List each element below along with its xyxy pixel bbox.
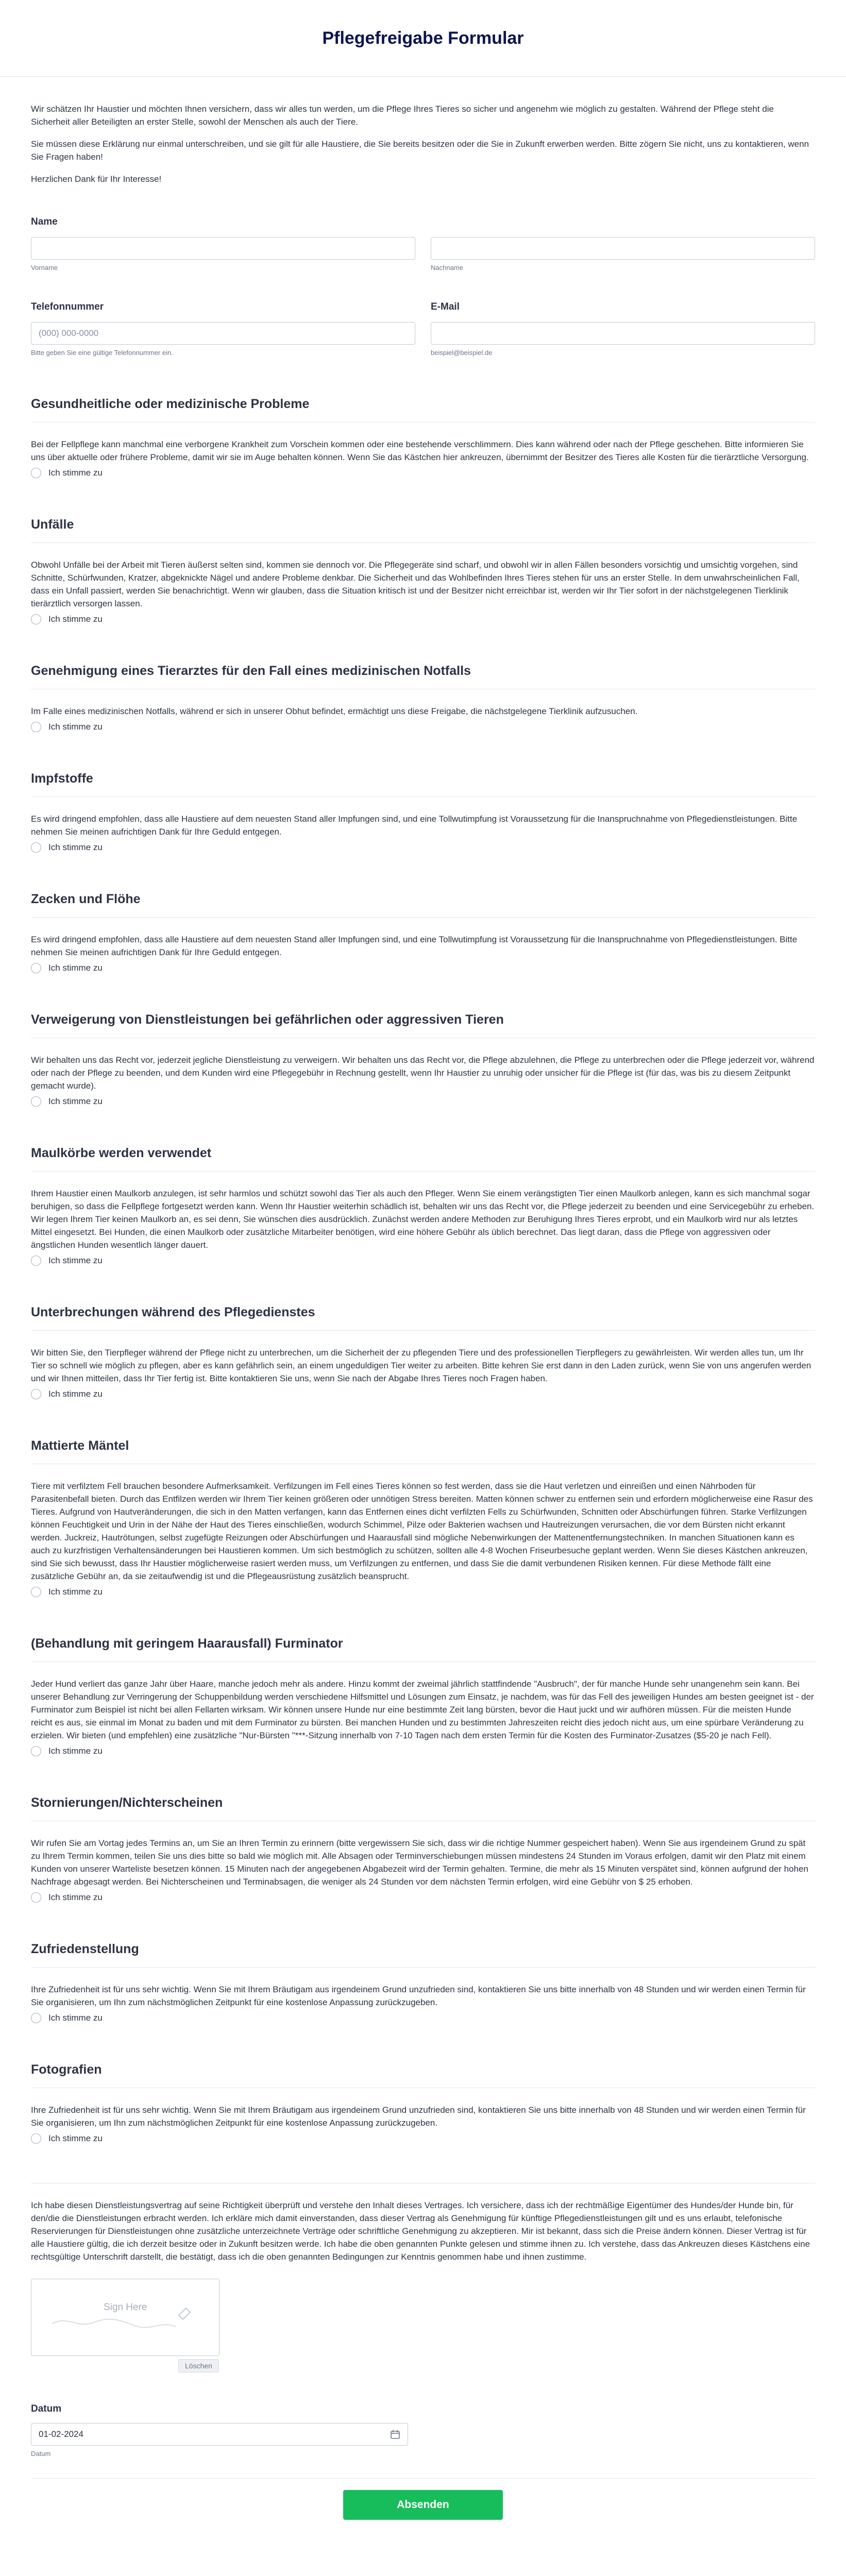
section-title: Zecken und Flöhe bbox=[31, 892, 141, 906]
agree-radio[interactable] bbox=[31, 614, 41, 624]
agree-label: Ich stimme zu bbox=[48, 842, 103, 852]
section-text: Jeder Hund verliert das ganze Jahr über Haare, manche jedoch mehr als andere. Hinzu kommt der zweimal jährlich stattfindende "Ausbruch", der für manche Hunde sehr unangenehm sein kann. Bei unserer Behandlung zur Verringerung der Schuppenbildung werden verschiedene Hilfsmittel und Lösungen zum Einsatz, je nachdem, was für das Fell des jeweiligen Hundes am besten geeignet ist - der Furminator zum Beispiel ist nicht bei allen Fellarten wirksam. Wir können unsere Hunde nur eine bestimmte Zeit lang bürsten, bevor die Haut juckt und wir aufhören müssen. Für die meisten Hunde reicht es aus, sie einmal im Monat zu baden und mit dem Furminator zu bürsten. Bei manchen Hunden und zu bestimmten Jahreszeiten reicht dies jedoch nicht aus, um eine spürbare Veränderung zu erzielen. Wir bieten (und empfehlen) eine zusätzliche "Nur-Bürsten "***-Sitzung innerhalb von 7-10 Tagen nach dem ersten Termin für die Kosten des Furminator-Zusatzes ($5-20 je nach Fell). bbox=[31, 1679, 814, 1740]
terms-section bbox=[31, 1795, 815, 1903]
section-text: Wir rufen Sie am Vortag jedes Termins an, um Sie an Ihren Termin zu erinnern (bitte vergewissern Sie sich, dass wir die richtige Nummer gespeichert haben). Wenn Sie aus irgendeinem Grund zu spät zu Ihrem Termin kommen, teilen Sie uns dies bitte so bald wie möglich mit. Alle Absagen oder Terminverschiebungen müssen mindestens 24 Stunden im Voraus erfolgen, damit wir den Platz mit einem Kunden von unserer Warteliste besetzen können. 15 Minuten nach der angegebenen Abgabezeit wird der Termin gehalten. Termine, die mehr als 15 Minuten verspätet sind, können aufgrund der hohen Nachfrage abgesagt werden. Bei Nichterscheinen und Terminabsagen, die weniger als 24 Stunden vor dem nächsten Termin erfolgen, wird eine Gebühr von $ 25 erhoben. bbox=[31, 1838, 808, 1887]
contact-block bbox=[31, 301, 815, 357]
terms-section bbox=[31, 892, 815, 973]
email-input[interactable] bbox=[431, 322, 815, 345]
email-label: E-Mail bbox=[431, 301, 460, 312]
name-block bbox=[31, 216, 815, 272]
divider bbox=[31, 2478, 815, 2479]
agree-label: Ich stimme zu bbox=[48, 722, 103, 732]
section-text: Ihre Zufriedenheit ist für uns sehr wichtig. Wenn Sie mit Ihrem Bräutigam aus irgendeinem Grund unzufrieden sind, kontaktieren Sie uns bitte innerhalb von 48 Stunden und wir werden einen Termin für Sie organisieren, um Ihn zum nächstmöglichen Zeitpunkt für eine kostenlose Anpassung zurückzugeben. bbox=[31, 2105, 806, 2128]
terms-section bbox=[31, 2062, 815, 2144]
signature-pad[interactable] bbox=[31, 2279, 219, 2356]
agree-checkbox[interactable] bbox=[31, 1096, 815, 1107]
agree-radio[interactable] bbox=[31, 1746, 41, 1756]
agree-checkbox[interactable] bbox=[31, 1389, 815, 1399]
section-text: Im Falle eines medizinischen Notfalls, während er sich in unserer Obhut befindet, ermächtigt uns diese Freigabe, die nächstgelegene Tierklinik aufzusuchen. bbox=[31, 706, 638, 716]
terms-section bbox=[31, 397, 815, 478]
section-title: Mattierte Mäntel bbox=[31, 1438, 129, 1453]
agree-checkbox[interactable] bbox=[31, 1587, 815, 1597]
terms-section bbox=[31, 1305, 815, 1399]
agree-radio[interactable] bbox=[31, 1389, 41, 1399]
section-title: Fotografien bbox=[31, 2062, 102, 2077]
intro-thanks: Herzlichen Dank für Ihr Interesse! bbox=[31, 174, 162, 184]
agree-label: Ich stimme zu bbox=[48, 614, 103, 624]
section-title: (Behandlung mit geringem Haarausfall) Furminator bbox=[31, 1636, 343, 1651]
agree-label: Ich stimme zu bbox=[48, 1892, 103, 1902]
agree-label: Ich stimme zu bbox=[48, 1389, 103, 1399]
agree-label: Ich stimme zu bbox=[48, 2013, 103, 2023]
agree-label: Ich stimme zu bbox=[48, 1096, 103, 1106]
agree-label: Ich stimme zu bbox=[48, 2133, 103, 2143]
last-name-sublabel: Nachname bbox=[431, 264, 463, 272]
intro bbox=[31, 103, 815, 185]
agree-radio[interactable] bbox=[31, 722, 41, 732]
terms-section bbox=[31, 664, 815, 732]
divider bbox=[31, 1967, 815, 1968]
terms-section bbox=[31, 1636, 815, 1756]
section-text: Tiere mit verfilztem Fell brauchen besondere Aufmerksamkeit. Verfilzungen im Fell eines Tieres können so fest werden, dass sie die Haut verletzen und einreißen und einen Nährboden für Parasitenbefall bieten. Durch das Entfilzen werden wir Ihrem Tier keinen größeren oder unnötigen Stress bereiten. Matten können schwer zu entfernen sein und erfordern möglicherweise eine Rasur des Tieres. Aufgrund von Hautveränderungen, die sich in den Matten verfangen, kann das Entfernen eines dicht verfilzten Fells zu Schürfwunden, Schnitten oder Abschürfungen führen. Starke Verfilzungen können Feuchtigkeit und Urin in der Nähe der Haut des Tieres einschließen, wodurch Schimmel, Pilze oder Bakterien wachsen und Hautreizungen verursachen, die vor dem Bürsten nicht erkannt werden. Juckreiz, Hautrötungen, selbst zugefügte Reizungen oder Abschürfungen und Haarausfall sind mögliche Nebenwirkungen der Mattenentfernungstechniken. In manchen Situationen kann es auch zu kurzfristigen Verhaltensänderungen bei Haustieren kommen. Um sich bestmöglich zu schützen, sollten alle 4-8 Wochen Friseurbesuche geplant werden. Wenn Sie dieses Kästchen ankreuzen, sind Sie sich bewusst, dass Ihr Haustier möglicherweise rasiert werden muss, um Verfilzungen zu entfernen, und dass Sie die damit verbundenen Risiken kennen. Für diese Methode fällt eine zusätzliche Gebühr an, da sie zeitaufwendig ist und die Pflegeausrüstung zusätzlich beansprucht. bbox=[31, 1481, 813, 1581]
divider bbox=[31, 1171, 815, 1172]
terms-section bbox=[31, 771, 815, 853]
last-name-input[interactable] bbox=[431, 237, 815, 260]
final-agreement bbox=[31, 2199, 815, 2372]
section-text: Ihrem Haustier einen Maulkorb anzulegen, ist sehr harmlos und schützt sowohl das Tier als auch den Pfleger. Wenn Sie einem verängstigten Tier einen Maulkorb anlegen, kann es sich manchmal sogar beruhigen, so dass die Fellpflege fortgesetzt werden kann. Wenn Ihr Haustier weiterhin schädlich ist, behalten wir uns das Recht vor, die Pflege jederzeit zu beenden und eine Servicegebühr zu erheben. Wir legen Ihrem Tier keinen Maulkorb an, es sei denn, Sie wünschen dies ausdrücklich. Zunächst werden andere Methoden zur Beruhigung Ihres Tieres erprobt, und ein Maulkorb wird nur als letztes Mittel eingesetzt. Bei Hunden, die einen Maulkorb oder zusätzliche Mitarbeiter benötigen, wird eine höhere Gebühr als üblich berechnet. Das liegt daran, dass die Pflege von aggressiven oder ängstlichen Hunden wesentlich länger dauert. bbox=[31, 1189, 815, 1250]
clear-signature-button[interactable]: Löschen bbox=[178, 2359, 219, 2372]
agree-checkbox[interactable] bbox=[31, 963, 815, 973]
agree-radio[interactable] bbox=[31, 1892, 41, 1903]
agree-label: Ich stimme zu bbox=[48, 1587, 103, 1597]
date-label: Datum bbox=[31, 2403, 62, 2414]
terms-section bbox=[31, 1146, 815, 1266]
terms-section bbox=[31, 1438, 815, 1597]
agree-radio[interactable] bbox=[31, 842, 41, 853]
phone-label: Telefonnummer bbox=[31, 301, 104, 312]
divider bbox=[31, 1330, 815, 1331]
agree-checkbox[interactable] bbox=[31, 468, 815, 478]
agree-radio[interactable] bbox=[31, 1587, 41, 1597]
signature-placeholder-icon bbox=[31, 2279, 220, 2357]
agree-checkbox[interactable] bbox=[31, 1746, 815, 1756]
agree-label: Ich stimme zu bbox=[48, 468, 103, 478]
agree-radio[interactable] bbox=[31, 1096, 41, 1107]
phone-input[interactable]: (000) 000-0000 bbox=[31, 322, 415, 345]
section-title: Gesundheitliche oder medizinische Probleme bbox=[31, 397, 310, 411]
section-title: Unterbrechungen während des Pflegedienstes bbox=[31, 1305, 315, 1319]
agree-checkbox[interactable] bbox=[31, 1256, 815, 1266]
agree-checkbox[interactable] bbox=[31, 842, 815, 853]
form-body bbox=[26, 103, 820, 2520]
agree-checkbox[interactable] bbox=[31, 614, 815, 624]
agree-radio[interactable] bbox=[31, 468, 41, 478]
date-input[interactable] bbox=[31, 2423, 408, 2446]
form-header bbox=[0, 0, 846, 77]
section-title: Verweigerung von Dienstleistungen bei gefährlichen oder aggressiven Tieren bbox=[31, 1012, 504, 1027]
terms-section bbox=[31, 517, 815, 624]
agree-radio[interactable] bbox=[31, 963, 41, 973]
first-name-sublabel: Vorname bbox=[31, 264, 58, 272]
agree-label: Ich stimme zu bbox=[48, 1746, 103, 1756]
section-text: Ihre Zufriedenheit ist für uns sehr wichtig. Wenn Sie mit Ihrem Bräutigam aus irgendeinem Grund unzufrieden sind, kontaktieren Sie uns bitte innerhalb von 48 Stunden und wir werden einen Termin für Sie organisieren, um Ihn zum nächstmöglichen Zeitpunkt für eine kostenlose Anpassung zurückzugeben. bbox=[31, 1985, 806, 2007]
agree-checkbox[interactable] bbox=[31, 722, 815, 732]
section-title: Impfstoffe bbox=[31, 771, 93, 786]
section-text: Es wird dringend empfohlen, dass alle Haustiere auf dem neuesten Stand aller Impfungen sind, und eine Tollwutimpfung ist Voraussetzung für die Inanspruchnahme von Pflegedienstleistungen. Bitte nehmen Sie meinen aufrichtigen Dank für Ihre Geduld entgegen. bbox=[31, 814, 798, 837]
date-sublabel: Datum bbox=[31, 2450, 51, 2458]
final-agreement-text: Ich habe diesen Dienstleistungsvertrag auf seine Richtigkeit überprüft und verstehe den Inhalt dieses Vertrages. Ich versichere, dass ich der rechtmäßige Eigentümer des Hundes/der Hunde bin, für den/die die Dienstleistungen erbracht werden. Ich erkläre mich damit einverstanden, dass dieser Vertrag als Genehmigung für künftige Pflegedienstleistungen gilt und es uns erlaubt, telefonische Reservierungen für Dienstleistungen ohne zusätzliche unterzeichnete Verträge oder schriftliche Genehmigung zu akzeptieren. Mir ist bekannt, dass sich die Preise ändern können. Dieser Vertrag ist für alle Haustiere gültig, die ich derzeit besitze oder in Zukunft besitzen werde. Ich habe die oben genannten Punkte gelesen und stimme ihnen zu. Ich verstehe, dass das Ankreuzen dieses Kästchens eine rechtsgültige Unterschrift darstellt, die bestätigt, dass ich die oben genannten Bedingungen zur Kenntnis genommen habe und ihnen zustimme. bbox=[31, 2200, 810, 2262]
page-title: Pflegefreigabe Formular bbox=[322, 28, 524, 48]
section-text: Wir behalten uns das Recht vor, jederzeit jegliche Dienstleistung zu verweigern. Wir behalten uns das Recht vor, die Pflege abzulehnen, die Pflege zu unterbrechen oder die Pflege jederzeit vor, während oder nach der Pflege zu beenden, und dem Kunden wird eine Pflegegebühr in Rechnung gestellt, wenn Ihr Haustier zu unruhig oder unsicher für die Pflege ist (für das, was bis zu diesem Zeitpunkt gemacht wurde). bbox=[31, 1055, 815, 1091]
terms-section bbox=[31, 1942, 815, 2023]
date-block bbox=[31, 2403, 815, 2458]
agree-radio[interactable] bbox=[31, 2013, 41, 2023]
terms-section bbox=[31, 1012, 815, 1107]
calendar-icon[interactable] bbox=[390, 2429, 400, 2439]
intro-paragraph: Sie müssen diese Erklärung nur einmal unterschreiben, und sie gilt für alle Haustiere, die Sie bereits besitzen oder die Sie in Zukunft erwerben werden. Bitte zögern Sie nicht, uns zu kontaktieren, wenn Sie Fragen haben! bbox=[31, 139, 809, 162]
section-title: Unfälle bbox=[31, 517, 74, 532]
sign-here-hint: Sign Here bbox=[104, 2302, 147, 2313]
section-text: Obwohl Unfälle bei der Arbeit mit Tieren äußerst selten sind, kommen sie dennoch vor. Die Pflegegeräte sind scharf, und obwohl wir in allen Fällen besonders vorsichtig und umsichtig vorgehen, sind Schnitte, Schürfwunden, Kratzer, abgeknickte Nägel und andere Probleme denkbar. Die Sicherheit und das Wohlbefinden Ihres Tieres stehen für uns an erster Stelle. In dem unwahrscheinlichen Fall, dass ein Unfall passiert, werden Sie benachrichtigt. Wenn wir glauben, dass die Situation kritisch ist und der Besitzer nicht erreichbar ist, werden wir Ihr Tier sofort in der nächstgelegenen Tierklinik tierärztlich versorgen lassen. bbox=[31, 560, 800, 608]
divider bbox=[31, 917, 815, 918]
submit-button[interactable]: Absenden bbox=[343, 2490, 503, 2520]
section-text: Es wird dringend empfohlen, dass alle Haustiere auf dem neuesten Stand aller Impfungen sind, und eine Tollwutimpfung ist Voraussetzung für die Inanspruchnahme von Pflegedienstleistungen. Bitte nehmen Sie meinen aufrichtigen Dank für Ihre Geduld entgegen. bbox=[31, 935, 798, 957]
section-title: Maulkörbe werden verwendet bbox=[31, 1146, 212, 1160]
agree-checkbox[interactable] bbox=[31, 2013, 815, 2023]
phone-sublabel: Bitte geben Sie eine gültige Telefonnummer ein. bbox=[31, 349, 173, 357]
section-title: Zufriedenstellung bbox=[31, 1942, 139, 1956]
divider bbox=[31, 796, 815, 797]
section-text: Bei der Fellpflege kann manchmal eine verborgene Krankheit zum Vorschein kommen oder eine bestehende verschlimmern. Dies kann während oder nach der Pflege geschehen. Bitte informieren Sie uns über aktuelle oder frühere Probleme, damit wir sie im Auge behalten können. Wenn Sie das Kästchen hier ankreuzen, übernimmt der Besitzer des Tieres alle Kosten für die tierärztliche Versorgung. bbox=[31, 439, 809, 462]
agree-label: Ich stimme zu bbox=[48, 963, 103, 973]
agree-label: Ich stimme zu bbox=[48, 1256, 103, 1265]
agree-checkbox[interactable] bbox=[31, 1892, 815, 1903]
section-text: Wir bitten Sie, den Tierpfleger während der Pflege nicht zu unterbrechen, um die Sicherheit der zu pflegenden Tiere und des professionellen Tierpflegers zu gewährleisten. Wir werden alles tun, um Ihr Tier so schnell wie möglich zu pflegen, aber es kann gefährlich sein, an einem ungeduldigen Tier weiter zu arbeiten. Bitte kehren Sie erst dann in den Laden zurück, wenn Sie von uns angerufen werden und wir Ihnen mitteilen, dass Ihr Tier fertig ist. Bitte kontaktieren Sie uns, wenn Sie nach der Abgabe Ihres Tieres noch Fragen haben. bbox=[31, 1348, 811, 1383]
email-sublabel: beispiel@beispiel.de bbox=[431, 349, 493, 357]
first-name-input[interactable] bbox=[31, 237, 415, 260]
date-value: 01-02-2024 bbox=[39, 2429, 83, 2439]
section-title: Genehmigung eines Tierarztes für den Fall eines medizinischen Notfalls bbox=[31, 664, 471, 678]
name-label: Name bbox=[31, 216, 58, 227]
intro-paragraph: Wir schätzen Ihr Haustier und möchten Ihnen versichern, dass wir alles tun werden, um die Pflege Ihres Tieres so sicher und angenehm wie möglich zu gestalten. Während der Pflege steht die Sicherheit aller Beteiligten an erster Stelle, sowohl der Menschen als auch der Tiere. bbox=[31, 104, 774, 127]
section-title: Stornierungen/Nichterscheinen bbox=[31, 1795, 223, 1810]
agree-radio[interactable] bbox=[31, 1256, 41, 1266]
agree-radio[interactable] bbox=[31, 2133, 41, 2144]
terms-sections bbox=[31, 397, 815, 2144]
agree-checkbox[interactable] bbox=[31, 2133, 815, 2144]
